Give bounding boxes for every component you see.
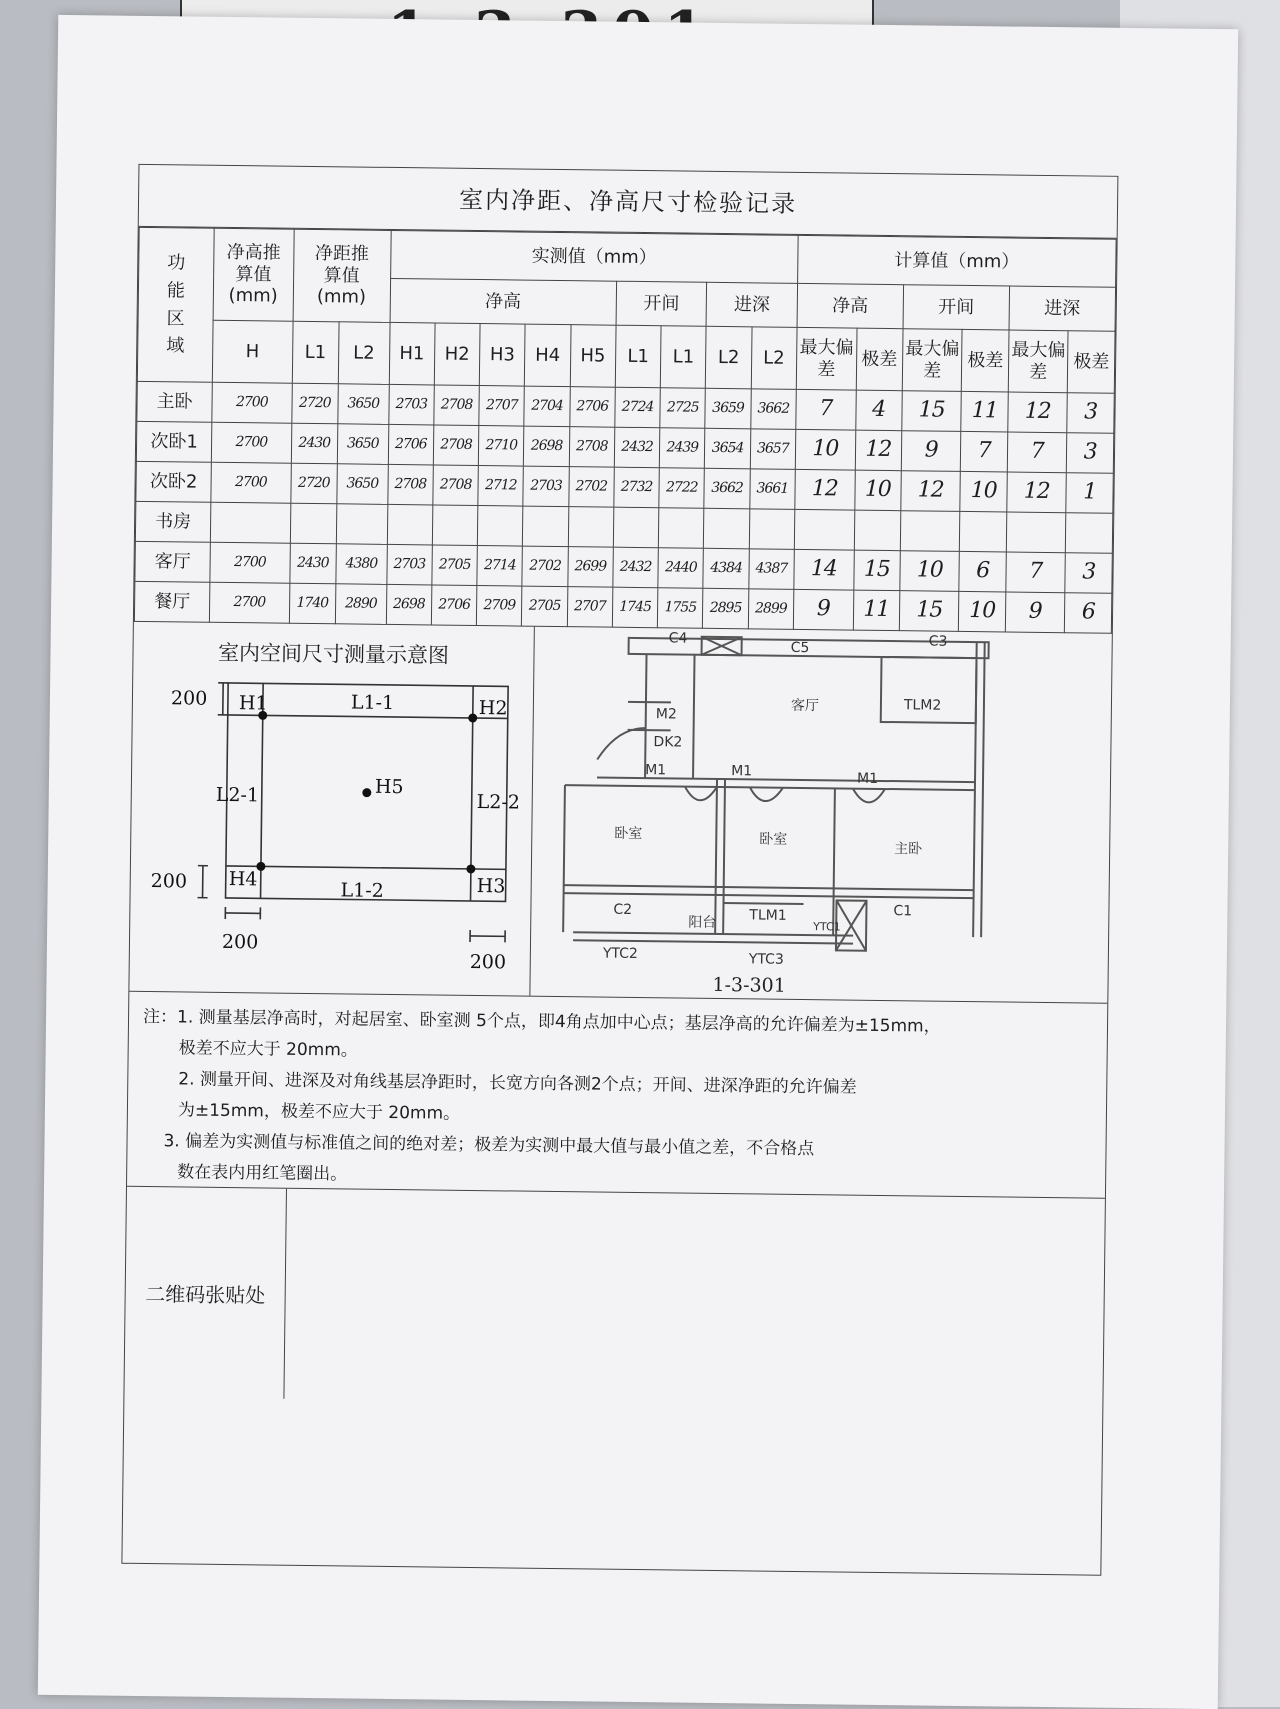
calculated-value-cell: 6 [959, 551, 1006, 592]
measured-value-cell: 2722 [659, 468, 705, 509]
note-line: 3. 偏差为实测值与标准值之间的绝对差；极差为实测中最大值与最小值之差，不合格点 [141, 1126, 1091, 1169]
plan-label: 卧室 [759, 830, 787, 847]
dim-label: 200 [151, 870, 188, 892]
row-area-label: 次卧2 [136, 461, 212, 502]
calculated-value-cell: 14 [794, 549, 854, 590]
measured-value-cell: 2698 [524, 426, 570, 467]
sub-header: L1 [615, 325, 661, 388]
calculated-value-cell: 11 [853, 590, 900, 631]
sub-header: H5 [570, 325, 616, 388]
inspection-form [121, 164, 1118, 1576]
measured-value-cell: 2709 [477, 586, 523, 627]
measured-value-cell: 2714 [477, 546, 523, 587]
diagram-section [129, 622, 1111, 1004]
sub-header: L2 [706, 326, 752, 389]
measured-value-cell: 2720 [290, 463, 337, 504]
measured-value-cell: 2703 [386, 544, 432, 585]
calculated-value-cell: 4 [855, 390, 902, 431]
plan-label: DK2 [653, 734, 682, 750]
plan-label: C2 [613, 902, 632, 918]
measured-value-cell: 2732 [614, 467, 660, 508]
row-area-label: 次卧1 [136, 421, 212, 462]
point-label: H5 [375, 776, 404, 798]
measured-value-cell: 2700 [209, 582, 289, 623]
calculated-value-cell [1066, 513, 1113, 554]
plan-label: YTC1 [812, 920, 841, 933]
form-title: 室内净距、净高尺寸检验记录 [139, 165, 1118, 239]
measured-value-cell: 2890 [335, 584, 386, 625]
measured-value-cell [568, 507, 614, 548]
measured-value-cell [477, 506, 523, 547]
measured-value-cell: 2430 [291, 423, 338, 464]
calculated-value-cell: 3 [1065, 553, 1112, 594]
qr-section [124, 1187, 1104, 1409]
plan-label: 客厅 [791, 698, 819, 714]
calculated-value-cell: 9 [901, 431, 961, 472]
measured-value-cell: 2708 [569, 427, 615, 468]
plan-label: YTC2 [602, 946, 638, 962]
measured-value-cell [613, 507, 659, 548]
measured-value-cell: 3650 [338, 384, 389, 425]
max-dev-header: 最大偏差 [1008, 330, 1068, 393]
measured-value-cell [749, 509, 795, 550]
plan-label: M1 [857, 771, 878, 787]
measured-value-cell [523, 506, 569, 547]
measured-value-cell: 2698 [386, 584, 432, 625]
measured-value-cell: 2700 [212, 382, 292, 423]
measured-value-cell [704, 508, 750, 549]
measured-value-cell: 2708 [387, 464, 433, 505]
measurement-diagram [129, 622, 533, 997]
measured-value-cell: 2700 [210, 542, 290, 583]
calculated-value-cell: 12 [901, 471, 961, 512]
measured-value-cell: 2430 [289, 543, 336, 584]
sub-header: L1 [292, 321, 339, 384]
diagram-title: 室内空间尺寸测量示意图 [133, 636, 533, 671]
max-dev-header: 最大偏差 [796, 327, 856, 390]
point-label: H3 [477, 875, 506, 897]
measured-value-cell: 3657 [750, 429, 796, 470]
measured-value-cell: 2440 [658, 548, 704, 589]
measured-value-cell [432, 505, 478, 546]
plan-label: 主卧 [894, 840, 923, 857]
notes [127, 992, 1107, 1199]
measured-value-cell: 2699 [567, 547, 613, 588]
measured-value-cell: 3650 [337, 464, 388, 505]
calculated-value-cell: 10 [900, 551, 960, 592]
calculated-value-cell: 10 [959, 591, 1006, 632]
calculated-value-cell: 7 [1006, 552, 1066, 593]
calculated-value-cell: 12 [1007, 472, 1067, 513]
dim-label: 200 [470, 951, 507, 973]
std-h-header: 净高推 算值 (mm) [213, 228, 294, 321]
calculated-value-cell: 3 [1067, 433, 1114, 474]
measured-value-cell: 2706 [569, 387, 615, 428]
measured-value-cell: 1740 [289, 583, 336, 624]
measured-value-cell: 2712 [478, 466, 524, 507]
measured-value-cell: 2710 [478, 426, 524, 467]
measured-value-cell: 3662 [704, 468, 750, 509]
plan-label: C1 [893, 903, 912, 919]
calculated-value-cell: 12 [1008, 392, 1068, 433]
row-area-label: 客厅 [135, 541, 211, 582]
measured-value-cell: 3654 [705, 428, 751, 469]
calculated-value-cell: 10 [795, 429, 855, 470]
line-label: L1-2 [340, 879, 383, 902]
note-line: 数在表内用红笔圈出。 [141, 1157, 1091, 1200]
measured-value-cell: 4387 [748, 549, 794, 590]
calculated-value-cell [960, 511, 1007, 552]
measured-value-cell: 2703 [388, 384, 434, 425]
measured-value-cell: 4380 [336, 544, 387, 585]
sub-header: H1 [389, 322, 435, 385]
sub-header: L1 [660, 326, 706, 389]
floor-plan [532, 627, 1111, 1004]
measured-value-cell: 2704 [524, 386, 570, 427]
calculated-value-cell: 9 [793, 589, 853, 630]
measured-value-cell [336, 504, 387, 545]
calculated-value-cell: 10 [854, 470, 901, 511]
note-line: 2. 测量开间、进深及对角线基层净距时，长宽方向各测2个点；开间、进深净距的允许偏差 [142, 1064, 1092, 1107]
measured-value-cell: 2707 [479, 386, 525, 427]
plan-label: TLM1 [748, 907, 787, 923]
measured-value-cell: 2706 [388, 424, 434, 465]
note-line: 注：1. 测量基层净高时，对起居室、卧室测 5个点，即4角点加中心点；基层净高的允许偏差为±15mm， [143, 1002, 1093, 1045]
measured-value-cell: 2895 [703, 588, 749, 629]
calculated-value-cell: 12 [855, 430, 902, 471]
row-area-label: 餐厅 [134, 581, 210, 622]
measured-jinggao-header: 净高 [390, 278, 617, 325]
calc-jinggao-header: 净高 [797, 283, 903, 328]
measured-value-cell: 2899 [748, 589, 794, 630]
measured-value-cell: 2708 [433, 425, 479, 466]
calculated-value-cell: 15 [899, 591, 959, 632]
measured-value-cell: 2720 [291, 383, 338, 424]
plan-label: C4 [669, 630, 688, 646]
calculated-value-cell: 6 [1065, 593, 1112, 634]
calculated-header: 计算值（mm） [798, 235, 1117, 287]
inspection-table [134, 227, 1117, 634]
measured-value-cell: 2432 [614, 427, 660, 468]
measured-value-cell: 1755 [657, 588, 703, 629]
range-header: 极差 [1068, 331, 1115, 394]
measured-value-cell: 4384 [703, 548, 749, 589]
measured-value-cell: 2439 [659, 428, 705, 469]
measured-value-cell: 2432 [613, 547, 659, 588]
measured-kaijian-header: 开间 [616, 281, 707, 326]
measured-value-cell: 2725 [660, 388, 706, 429]
max-dev-header: 最大偏差 [902, 329, 962, 392]
plan-label: 卧室 [614, 825, 642, 842]
calculated-value-cell: 12 [795, 469, 855, 510]
qr-label: 二维码张贴处 [124, 1187, 287, 1399]
plan-label: C3 [929, 634, 948, 650]
note-line: 极差不应大于 20mm。 [142, 1033, 1092, 1076]
measured-value-cell: 2702 [568, 467, 614, 508]
calculated-value-cell: 7 [796, 389, 856, 430]
sub-header: H4 [525, 324, 571, 387]
calculated-value-cell: 15 [853, 550, 900, 591]
point-label: H2 [479, 697, 508, 719]
calculated-value-cell: 15 [902, 391, 962, 432]
plan-label: C5 [791, 640, 810, 656]
sub-header: L2 [338, 322, 390, 385]
measured-value-cell: 2708 [433, 465, 479, 506]
measured-value-cell: 2700 [211, 422, 291, 463]
measured-value-cell: 3661 [749, 469, 795, 510]
plan-label: M2 [656, 706, 677, 722]
paper [38, 15, 1238, 1709]
row-area-label: 书房 [135, 501, 211, 542]
sub-header: H [212, 320, 292, 383]
line-label: L2-2 [477, 791, 520, 814]
data-rows [134, 381, 1114, 633]
plan-label: M1 [731, 763, 752, 779]
plan-label: 阳台 [688, 915, 716, 931]
measured-value-cell: 1745 [612, 587, 658, 628]
point-label: H1 [239, 692, 268, 714]
sub-header: H2 [434, 323, 480, 386]
measured-value-cell: 2702 [522, 546, 568, 587]
plan-caption: 1-3-301 [712, 974, 786, 997]
range-header: 极差 [856, 328, 903, 391]
measured-value-cell: 2708 [434, 385, 480, 426]
sub-header: H3 [479, 324, 525, 387]
point-label: H4 [229, 868, 258, 890]
measured-jinshen-header: 进深 [706, 282, 797, 327]
area-header: 功能区域 [137, 227, 214, 382]
measured-value-cell: 2700 [211, 462, 291, 503]
calculated-value-cell [794, 509, 854, 550]
calc-kaijian-header: 开间 [903, 285, 1009, 330]
line-label: L1-1 [351, 691, 394, 714]
measured-value-cell: 3659 [705, 388, 751, 429]
measured-value-cell: 2705 [432, 545, 478, 586]
measured-value-cell: 2705 [522, 586, 568, 627]
calculated-value-cell: 1 [1066, 473, 1113, 514]
dim-label: 200 [171, 687, 208, 709]
calculated-value-cell: 10 [960, 471, 1007, 512]
calculated-value-cell [1006, 512, 1066, 553]
calculated-value-cell: 11 [961, 391, 1008, 432]
dim-label: 200 [222, 931, 259, 953]
calculated-value-cell [854, 510, 901, 551]
calculated-value-cell: 3 [1067, 393, 1114, 434]
calc-jinshen-header: 进深 [1009, 286, 1116, 331]
sub-header: L2 [751, 327, 797, 390]
calculated-value-cell [900, 511, 960, 552]
measured-value-cell: 2703 [523, 466, 569, 507]
std-l-header: 净距推 算值 (mm) [293, 229, 391, 322]
plan-label: YTC3 [748, 951, 784, 967]
measured-value-cell [387, 504, 433, 545]
measured-value-cell: 2706 [431, 585, 477, 626]
measured-value-cell [290, 503, 337, 544]
note-line: 为±15mm，极差不应大于 20mm。 [142, 1095, 1092, 1138]
measured-value-cell: 3662 [750, 389, 796, 430]
row-area-label: 主卧 [137, 381, 213, 422]
measured-value-cell: 2707 [567, 587, 613, 628]
measured-value-cell [210, 502, 290, 543]
calculated-value-cell: 7 [961, 431, 1008, 472]
measured-value-cell: 3650 [337, 424, 388, 465]
line-label: L2-1 [216, 784, 259, 807]
calculated-value-cell: 9 [1005, 592, 1065, 633]
plan-label: TLM2 [903, 697, 942, 713]
plan-label: M1 [645, 762, 666, 778]
measured-value-cell [658, 508, 704, 549]
measured-header: 实测值（mm） [390, 230, 798, 283]
calculated-value-cell: 7 [1007, 432, 1067, 473]
measured-value-cell: 2724 [615, 387, 661, 428]
range-header: 极差 [962, 329, 1009, 392]
